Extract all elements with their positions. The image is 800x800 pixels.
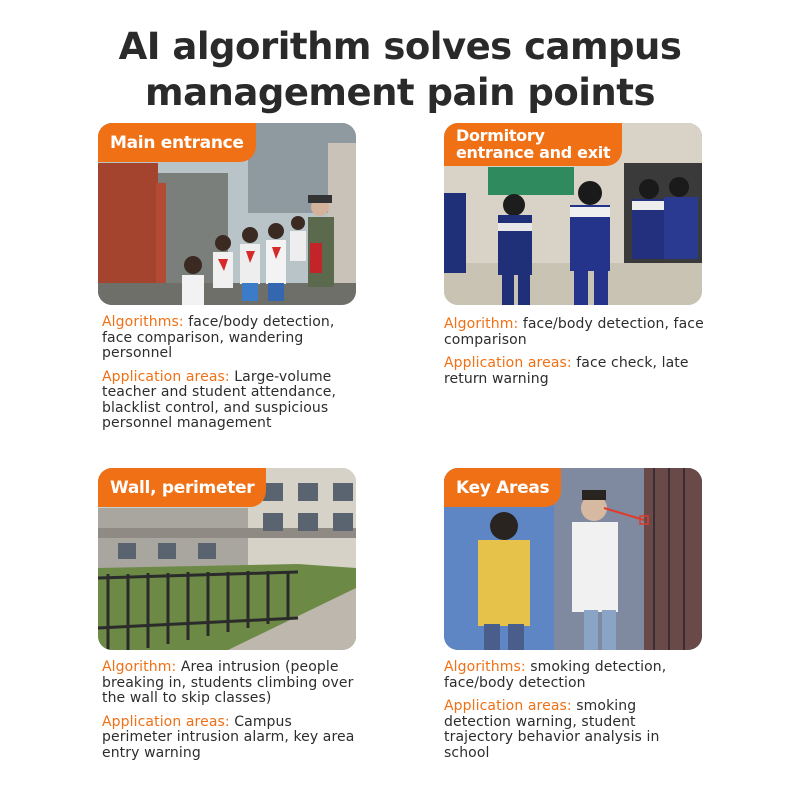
dormitory-applications: [444, 356, 706, 387]
dormitory-tag-line-1: Dormitory: [456, 126, 545, 145]
wall-perimeter-tag: Wall, perimeter: [98, 468, 266, 507]
main-entrance-description: [102, 315, 364, 440]
algorithm-text: Area intrusion (people breaking in, students climbing over the wall to skip classes): [102, 659, 354, 706]
application-areas-text: face check, late return warning: [444, 355, 689, 387]
application-areas-text: Campus perimeter intrusion alarm, key area entry warning: [102, 713, 355, 761]
application-areas-label: Application areas:: [102, 368, 230, 385]
main-entrance-algorithms: [102, 315, 364, 362]
algorithms-text: smoking detection, face/body detection: [444, 659, 667, 691]
wall-perimeter-applications: [102, 715, 364, 762]
application-areas-text: Large-volume teacher and student attendance, blacklist control, and suspicious personnel management: [102, 368, 337, 431]
dormitory-algorithm: [444, 317, 706, 348]
wall-perimeter-algorithm: [102, 660, 364, 707]
dormitory-description: [444, 317, 706, 395]
application-areas-text: smoking detection warning, student trajectory behavior analysis in school: [444, 698, 660, 761]
page-title: [0, 24, 800, 116]
algorithms-label: Algorithms:: [102, 314, 184, 330]
dormitory-photo: [444, 123, 702, 305]
algorithms-text: face/body detection, face comparison, wandering personnel: [102, 314, 335, 361]
application-areas-label: Application areas:: [444, 698, 572, 714]
algorithm-label: Algorithm:: [102, 659, 177, 675]
page-title-line-1: AI algorithm solves campus: [118, 25, 682, 68]
main-entrance-photo: [98, 123, 356, 305]
algorithm-label: Algorithm:: [444, 316, 519, 332]
main-entrance-tag: Main entrance: [98, 123, 256, 162]
wall-perimeter-photo: [98, 468, 356, 650]
algorithms-label: Algorithms:: [444, 659, 526, 675]
algorithm-text: face/body detection, face comparison: [444, 316, 704, 348]
dormitory-tag-line-2: entrance and exit: [456, 143, 611, 162]
key-areas-algorithms: [444, 660, 706, 691]
application-areas-label: Application areas:: [444, 355, 572, 371]
key-areas-tag: Key Areas: [444, 468, 561, 507]
key-areas-applications: [444, 699, 706, 761]
main-entrance-applications: [102, 370, 364, 432]
dormitory-tag: [444, 123, 622, 166]
page-title-line-2: management pain points: [145, 71, 655, 114]
key-areas-description: [444, 660, 706, 769]
key-areas-photo: [444, 468, 702, 650]
application-areas-label: Application areas:: [102, 713, 230, 730]
wall-perimeter-description: [102, 660, 364, 769]
